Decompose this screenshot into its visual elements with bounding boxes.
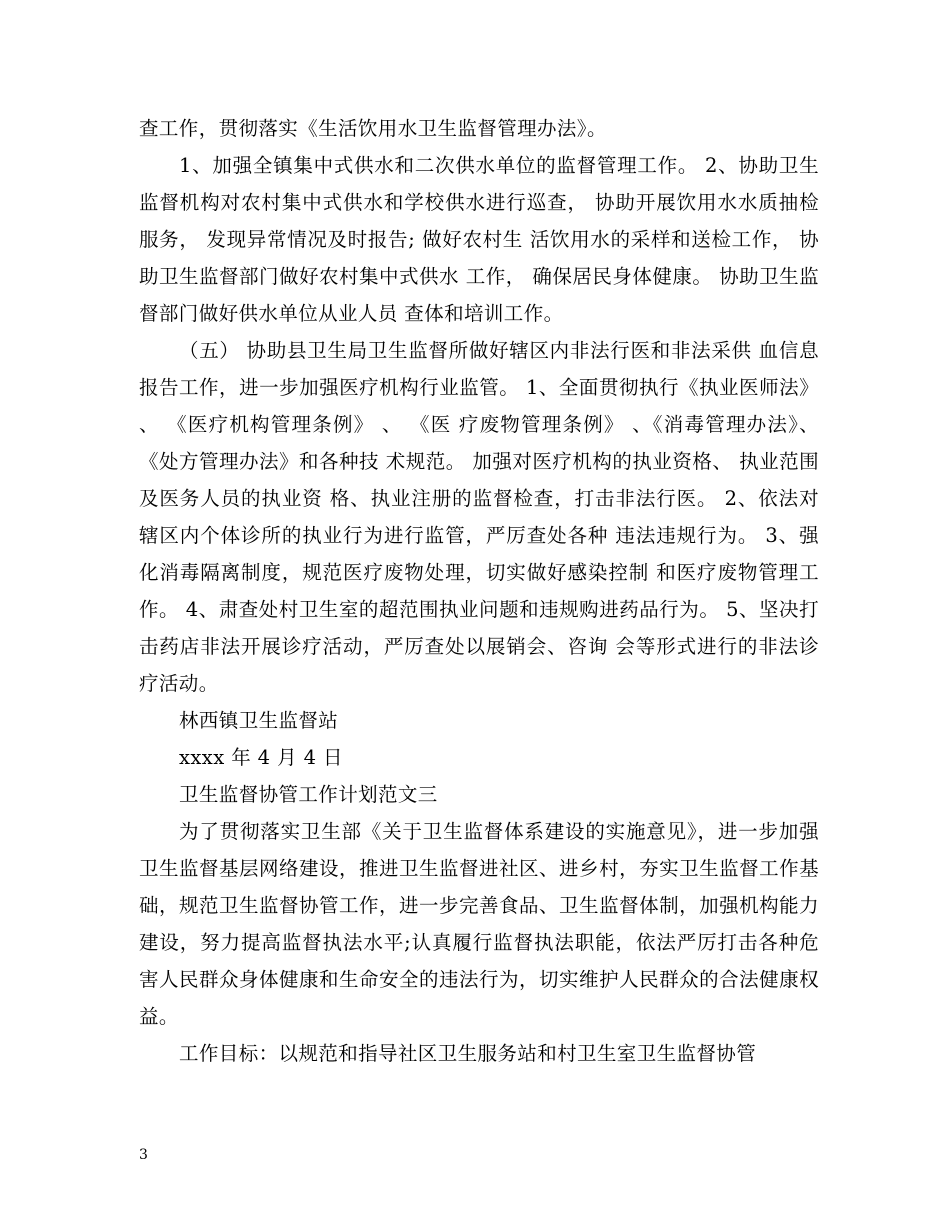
paragraph-introduction: 为了贯彻落实卫生部《关于卫生监督体系建设的实施意见》，进一步加强卫生监督基层网络建设，推进卫生监督进社区、进乡村，夯实卫生监督工作基础，规范卫生监督协管工作，进一步完善食品、卫生监督体制，加强机构能力建设，努力提高监督执法水平;认真履行监督执法职能，依法严厉打击各种危害人民群众身体健康和生命安全的违法行为，切实维护人民群众的合法健康权益。 (139, 820, 819, 1028)
document-body (139, 110, 819, 1072)
signature-date: xxxx 年 4 月 4 日 (179, 746, 343, 769)
paragraph-work-goals: 工作目标：以规范和指导社区卫生服务站和村卫生室卫生监督协管 (179, 1042, 757, 1065)
paragraph-continuation: 查工作，贯彻落实《生活饮用水卫生监督管理办法》。 (139, 117, 607, 140)
page-number: 3 (139, 1147, 148, 1163)
paragraph-section-five: （五） 协助县卫生局卫生监督所做好辖区内非法行医和非法采供 血信息报告工作，进一步加强医疗机构行业监管。 1、全面贯彻执行《执业医师法》 、 《医疗机构管理条例》 、 《医 疗废物管理条例》 、《消毒管理办法》、《处方管理办法》和各种技 术规范。 加强对医疗机构的执业资格、 执业范围及医务人员的执业资 格、执业注册的监督检查，打击非法行医。 2、依法对辖区内个体诊所的执业行为进行监管，严厉查处各种 违法违规行为。 3、强化消毒隔离制度，规范医疗废物处理，切实做好感染控制 和医疗废物管理工作。 4、肃查处村卫生室的超范围执业问题和违规购进药品行为。 5、坚决打击药店非法开展诊疗活动，严厉查处以展销会、咨询 会等形式进行的非法诊疗活动。 (139, 339, 819, 695)
signature-organization: 林西镇卫生监督站 (179, 709, 339, 732)
section-heading: 卫生监督协管工作计划范文三 (179, 783, 438, 806)
paragraph-water-supply: 1、加强全镇集中式供水和二次供水单位的监督管理工作。 2、协助卫生监督机构对农村集中式供水和学校供水进行巡查， 协助开展饮用水水质抽检服务， 发现异常情况及时报告; 做好农村生 活饮用水的采样和送检工作， 协助卫生监督部门做好农村集中式供水 工作， 确保居民身体健康。 协助卫生监督部门做好供水单位从业人员 查体和培训工作。 (139, 154, 819, 325)
